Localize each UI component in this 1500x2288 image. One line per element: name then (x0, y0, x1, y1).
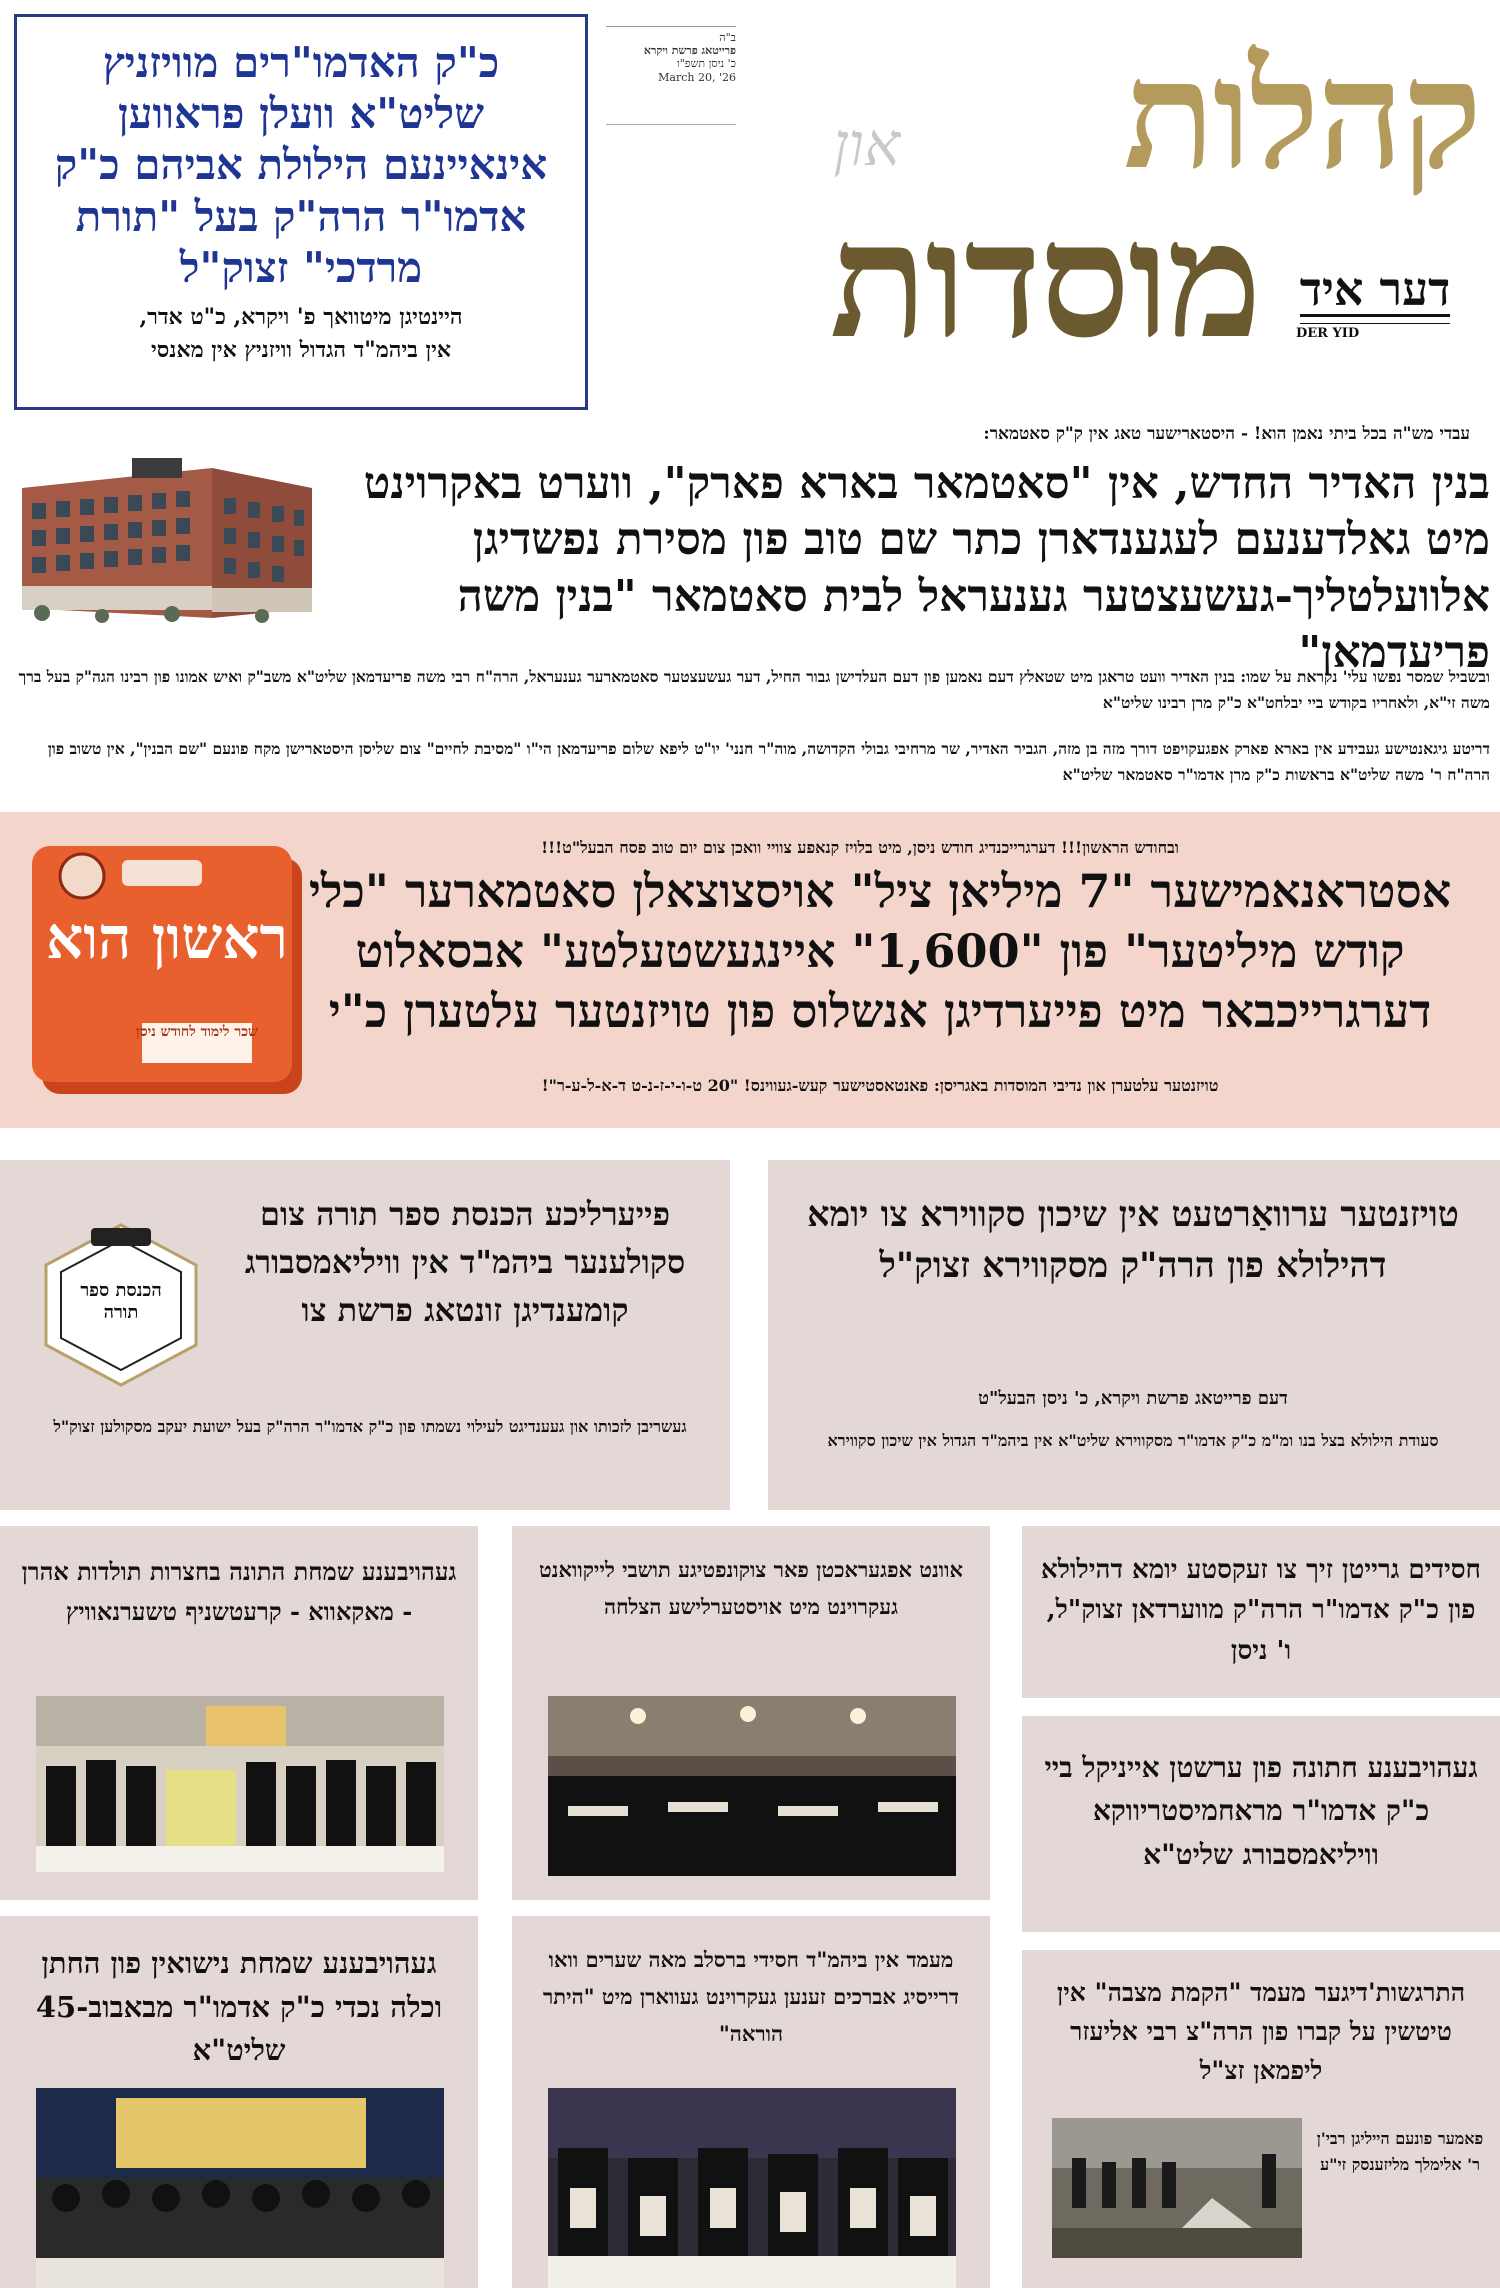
panel-toldos[interactable] (0, 1526, 478, 1900)
sefer-torah-title: פייערליכע הכנסת ספר תורה צום סקולענער ביהמ"ד אין וויליאמסבורג קומענדיגן זונטאג פרשת צו (244, 1195, 686, 1329)
nisuin-title: געהויבענע שמחת נישואין פון החתן וכלה נכדי כ"ק אדמו"ר מבאבוב-45 שליט"א (35, 1946, 443, 2067)
main-body-2: דריטע גיגאנטישע געבידע אין בארא פארק אפגעקויפט דורך מזה בן מזה, הגביר האדיר, שר מרחיבי גבולי הקדושה, מוה"ר חנני' יו"ט ליפא שלום פריעדמאן הי"ו "מסיבת לחיים" צום שליסן היסטארישן מקח פונעם "שם הבנין", אין טשוב פון הרה"ח ר' משה שליט"א בראשות כ"ק מרן אדמו"ר סאטמאר שליט"א (47, 739, 1490, 784)
main-headline[interactable]: בנין האדיר החדש, אין "סאטמאר בארא פארק", ווערט באקרוינט מיט גאלדענעם לעגענדארן כתר שם טוב פון מסירת נפשדיגן אלוועלטליך-געשעצטער גענעראל לבית סאטמאר "בנין משה פריעדמאן" (363, 458, 1490, 678)
date-divider (606, 124, 736, 125)
top-ad-sub1: היינטיגן מיטוואך פ' ויקרא, כ"ט אדר, (139, 304, 463, 331)
chasunah-title: געהויבענע חתונה פון ערשטן אייניקל ביי כ"ק אדמו"ר מראחמיסטריווקא וויליאמסבורג שליט"א (1044, 1751, 1478, 1871)
munkacs-title: חסידים גרייטן זיך צו זעקסטע יומא דהילולא פון כ"ק אדמו"ר הרה"ק מווערדאן זצוק"ל, ו' ניסן (1041, 1555, 1481, 1666)
logo-english: DER YID (1296, 326, 1360, 341)
der-yid-logo[interactable] (1290, 262, 1460, 356)
skver-sub: סעודת הילולא בצל בנו ומ"מ כ"ק אדמו"ר מסקווירא שליט"א אין ביהמ"ד הגדול אין שיכון סקווירא (827, 1431, 1439, 1450)
yeshiva-photo[interactable] (548, 1696, 956, 1876)
breslov-photo[interactable] (548, 2088, 956, 2288)
toldos-title: געהויבענע שמחת התונה בחצרות תולדות אהרן - מאקאווא - קרעטשניף טשערנאוויץ (21, 1557, 457, 1626)
banner-headline[interactable]: אסטראנאמישער "7 מיליאן ציל" אויסצוצאלן סאטמארער "כלי קודש מיליטער" פון "1,600" איינגעשטעלטע" אבסאלוט דערגרייכבאר מיט פייערדיגן אנשלוס פון טויזנטער עלטערן כ"י (308, 864, 1452, 1038)
rishon-hu-tag: שכר לימוד לחודש ניסן (136, 1024, 258, 1040)
sefer-torah-logo (36, 1220, 206, 1390)
panel-matzeivah[interactable] (1022, 1950, 1500, 2288)
sefer-torah-sub: געשריבן לזכותו און געענדיגט לעילוי נשמתו פון כ"ק אדמו"ר הרה"ק בעל ישועת יעקב מסקולען זצוק"ל (53, 1417, 687, 1436)
panel-yeshiva[interactable] (512, 1526, 990, 1900)
matzeivah-photo[interactable] (1052, 2118, 1302, 2258)
panel-skver[interactable] (768, 1160, 1500, 1510)
rishon-hu-box[interactable] (22, 838, 310, 1100)
nisuin-photo[interactable] (36, 2088, 444, 2288)
masthead-title-line1: קהלות (1123, 27, 1480, 203)
toldos-photo[interactable] (36, 1696, 444, 1872)
panel-munkacs[interactable] (1022, 1526, 1500, 1698)
date-year: כ' ניסן תשפ"ו (676, 57, 736, 71)
matzeivah-sub: פאמער פונעם הייליגן רבי'ן ר' אלימלך מליזענסק זי"ע (1316, 2129, 1484, 2174)
yeshiva-title: אוונט אפגעראכטן פאר צוקונפטיגע תושבי לייקוואנט געקרוינט מיט אויסטערלישע הצלחה (538, 1557, 964, 1619)
rishon-hu-title: ראשון הוא (45, 904, 289, 972)
logo-yiddish: דער איד (1299, 262, 1451, 316)
date-block (606, 26, 736, 136)
panel-chasunah[interactable] (1022, 1716, 1500, 1932)
matzeivah-title: התרגשות'דיגער מעמד "הקמת מצבה" אין טיטשין על קברו פון הרה"צ רבי אליעזר ליפמאן זצ"ל (1056, 1978, 1466, 2085)
panel-nisuin[interactable] (0, 1916, 478, 2288)
date-parsha: פרייטאג פרשת ויקרא (643, 44, 736, 58)
sefer-torah-logo-text: הכנסת ספר תורה (80, 1280, 162, 1323)
main-kicker: עבדי מש"ה בכל ביתי נאמן הוא! - היסטארישער טאג אין ק"ק סאטמאר: (983, 424, 1470, 444)
panel-breslov[interactable] (512, 1916, 990, 2288)
top-ad-headline: כ"ק האדמו"רים מוויזניץ שליט"א וועלן פראווען אינאיינעם הילולת אביהם כ"ק אדמו"ר הרה"ק בעל "תורת מרדכי" זצוק"ל (54, 38, 548, 292)
breslov-title: מעמד אין ביהמ"ד חסידי ברסלב מאה שערים וואו דרייסיג אברכים זענען געקרוינט געווארן מיט "היתר הוראה" (542, 1947, 960, 2046)
top-ad-sub2: אין ביהמ"ד הגדול וויזניץ אין מאנסי (151, 337, 451, 364)
banner-footer: טויזנטער עלטערן און נדיבי המוסדות באגריסן: פאנטאסטישער קעש-געווינס! "20 ט-ו-י-ז-נ-ט ד-א-ל-ע-ר"! (541, 1076, 1219, 1095)
top-ad-box (14, 14, 588, 410)
skver-date: דעם פרייטאג פרשת ויקרא, כ' ניסן הבעל"ט (978, 1388, 1288, 1409)
masthead-title-connector: און (833, 110, 900, 180)
masthead-title-line2: מוסדות (829, 186, 1260, 374)
main-body-1: ובשביל שמסר נפשו עלי' נקראת על שמו: בנין האדיר וועט טראגן מיט שטאלץ דעם נאמען פון דעם העלדישן גבור החיל, דער געשעצטער סאטמארער גענעראל, הרה"ח רבי משה פריעדמאן שליט"א משב"ק ואיש אמונו פון רבינו הגה"ק בעל ברך משה זי"א, ולאחריו בקודש ביי יבלחט"א כ"ק מרן רבינו שליט"א (18, 667, 1490, 712)
banner-kicker: ובחודש הראשון!!! דערגרייכנדיג חודש ניסן, מיט בלויז קנאפע צוויי וואכן צום יום טוב פסח הבעל"ט!!! (541, 838, 1179, 857)
skver-title: טויזנטער ערוואַרטעט אין שיכון סקווירא צו יומא דהילולא פון הרה"ק מסקווירא זצוק"ל (807, 1194, 1459, 1286)
date-english: March 20, '26 (658, 70, 736, 84)
date-heb: ב"ה (719, 31, 736, 44)
panel-sefer-torah[interactable] (0, 1160, 730, 1510)
building-photo[interactable] (12, 448, 324, 628)
